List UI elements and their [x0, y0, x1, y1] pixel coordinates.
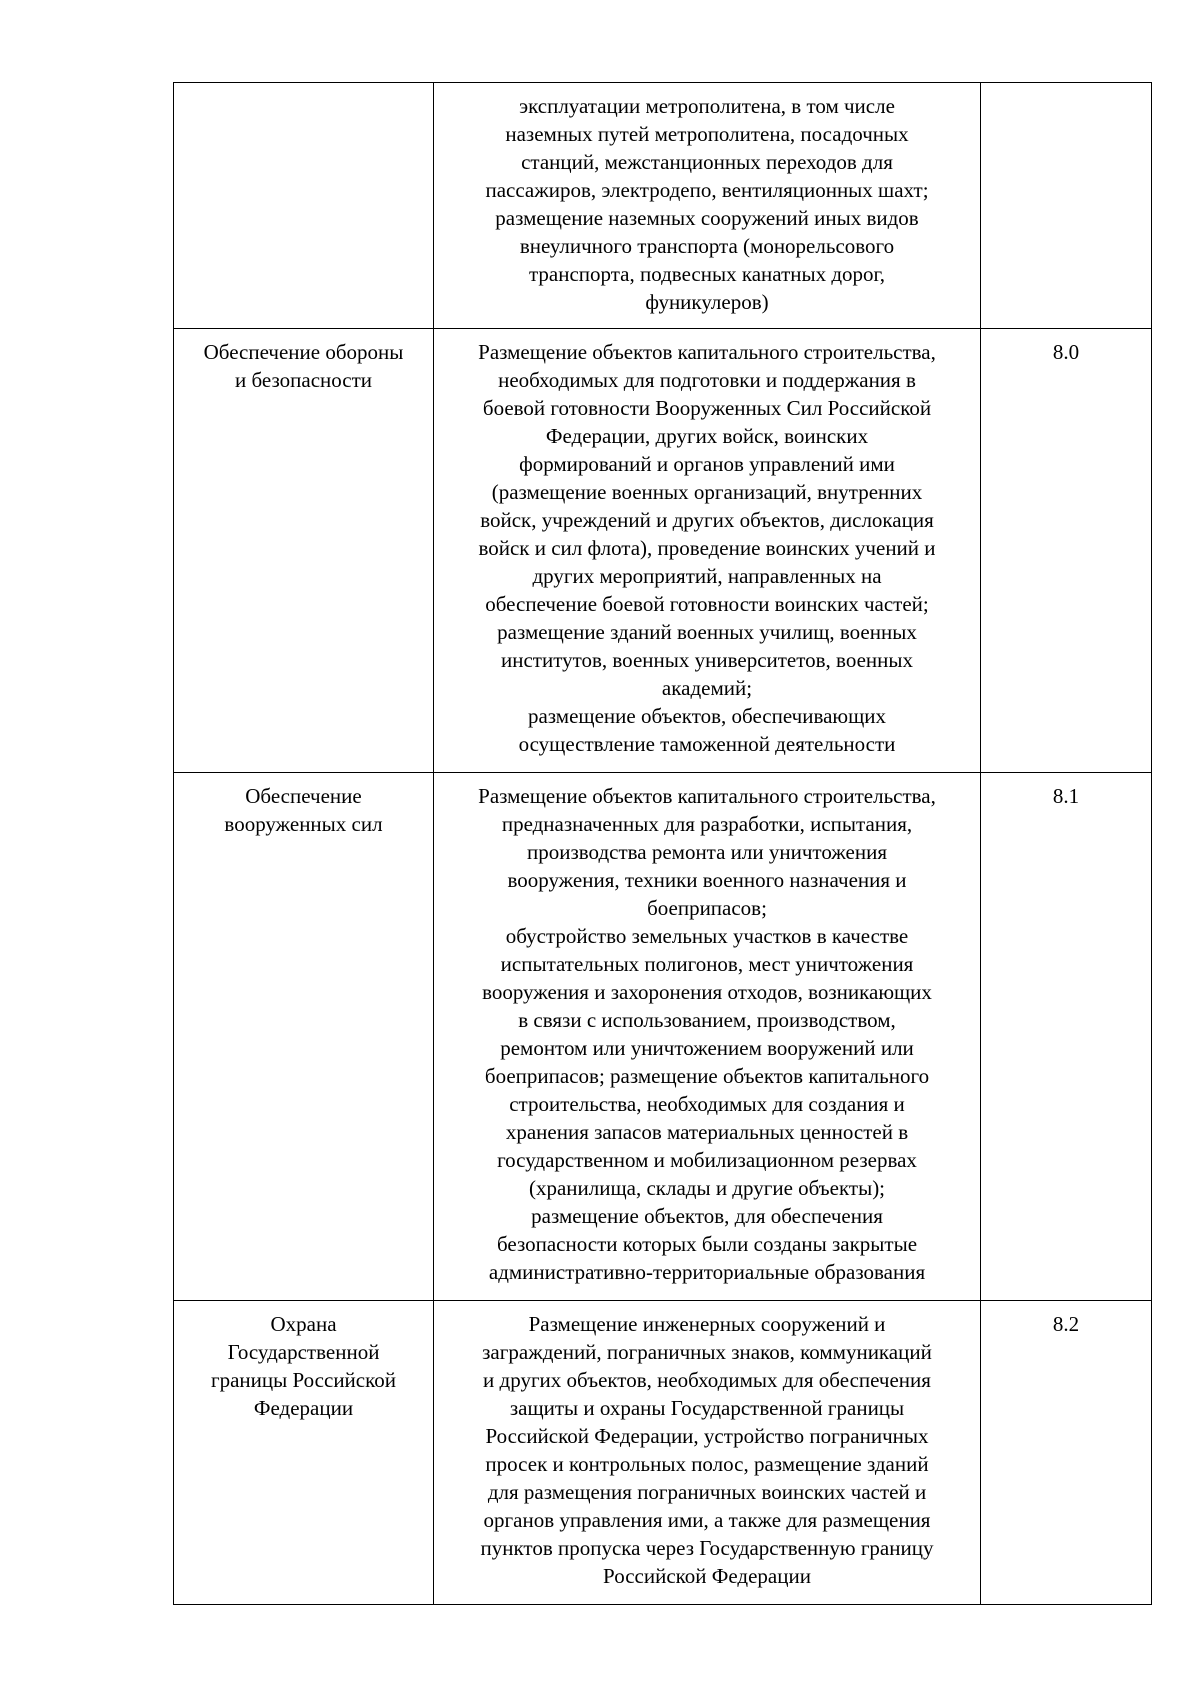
- table-row: [174, 773, 1152, 1301]
- use-type-name-cell: Охрана Государственной границы Российской Федерации: [174, 1301, 434, 1605]
- use-type-code-cell: [981, 83, 1152, 329]
- use-type-description-cell: эксплуатации метрополитена, в том числе наземных путей метрополитена, посадочных станций, межстанционных переходов для пассажиров, электродепо, вентиляционных шахт; размещение наземных сооружений иных видов внеуличного транспорта (монорельсового транспорта, подвесных канатных дорог, фуникулеров): [434, 83, 981, 329]
- land-use-table: [173, 82, 1152, 1605]
- table-row: [174, 83, 1152, 329]
- use-type-code-cell: 8.0: [981, 329, 1152, 773]
- use-type-name-cell: Обеспечение вооруженных сил: [174, 773, 434, 1301]
- table-row: [174, 329, 1152, 773]
- use-type-name-cell: Обеспечение обороны и безопасности: [174, 329, 434, 773]
- use-type-description-cell: Размещение инженерных сооружений и заграждений, пограничных знаков, коммуникаций и других объектов, необходимых для обеспечения защиты и охраны Государственной границы Российской Федерации, устройство пограничных просек и контрольных полос, размещение зданий для размещения пограничных воинских частей и органов управления ими, а также для размещения пунктов пропуска через Государственную границу Российской Федерации: [434, 1301, 981, 1605]
- use-type-code-cell: 8.2: [981, 1301, 1152, 1605]
- use-type-name-cell: [174, 83, 434, 329]
- use-type-code-cell: 8.1: [981, 773, 1152, 1301]
- table-row: [174, 1301, 1152, 1605]
- use-type-description-cell: Размещение объектов капитального строительства, предназначенных для разработки, испытания, производства ремонта или уничтожения вооружения, техники военного назначения и боеприпасов; обустройство земельных участков в качестве испытательных полигонов, мест уничтожения вооружения и захоронения отходов, возникающих в связи с использованием, производством, ремонтом или уничтожением вооружений или боеприпасов; размещение объектов капитального строительства, необходимых для создания и хранения запасов материальных ценностей в государственном и мобилизационном резервах (хранилища, склады и другие объекты); размещение объектов, для обеспечения безопасности которых были созданы закрытые административно-территориальные образования: [434, 773, 981, 1301]
- use-type-description-cell: Размещение объектов капитального строительства, необходимых для подготовки и поддержания в боевой готовности Вооруженных Сил Российской Федерации, других войск, воинских формирований и органов управлений ими (размещение военных организаций, внутренних войск, учреждений и других объектов, дислокация войск и сил флота), проведение воинских учений и других мероприятий, направленных на обеспечение боевой готовности воинских частей; размещение зданий военных училищ, военных институтов, военных университетов, военных академий; размещение объектов, обеспечивающих осуществление таможенной деятельности: [434, 329, 981, 773]
